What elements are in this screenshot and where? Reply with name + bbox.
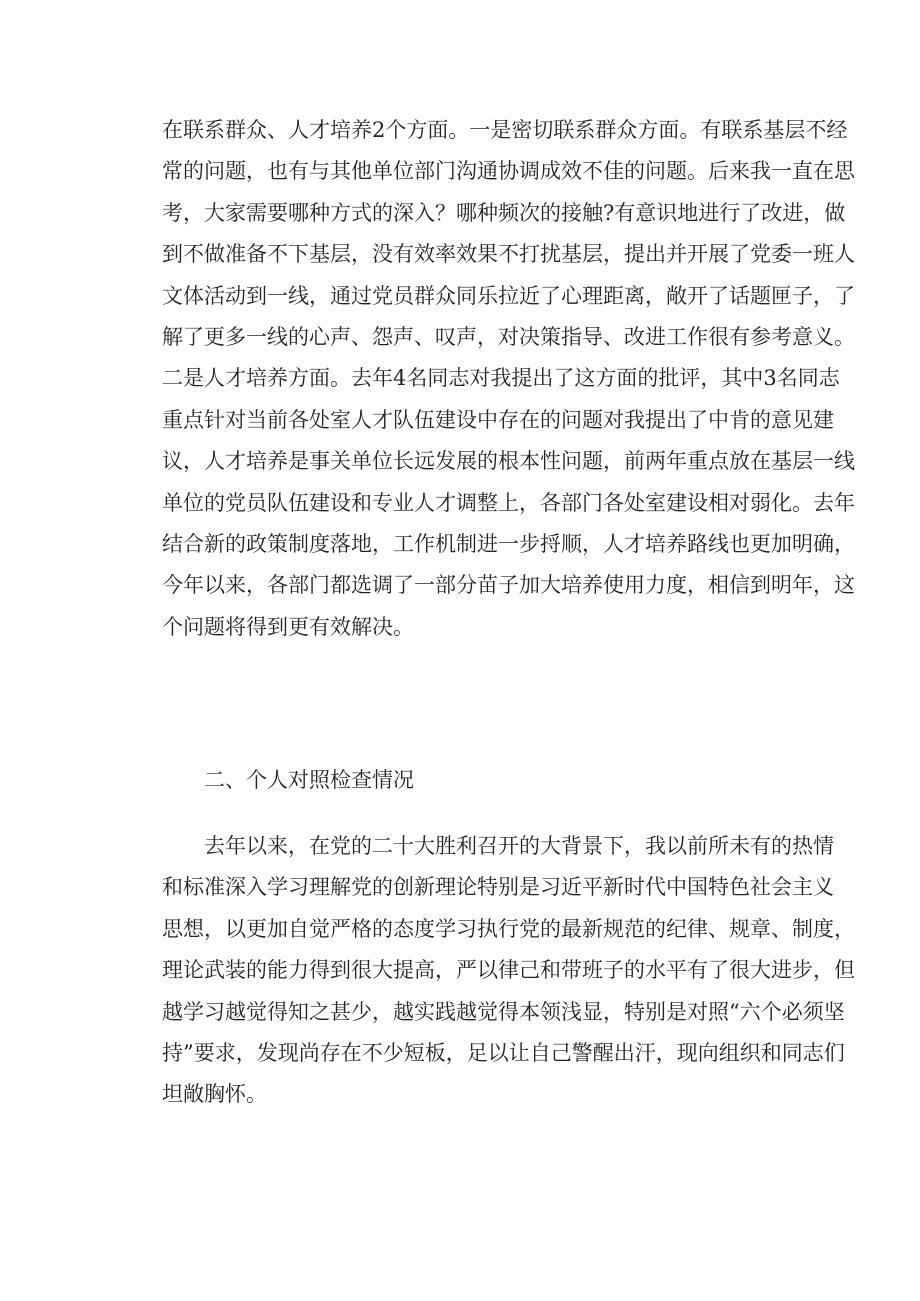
text-line: 议，人才培养是事关单位长远发展的根本性问题，前两年重点放在基层一线 — [162, 449, 855, 474]
section-heading — [204, 760, 604, 801]
paragraph-self-examination — [162, 826, 855, 1116]
text-line: 常的问题，也有与其他单位部门沟通协调成效不佳的问题。后来我一直在思 — [162, 159, 855, 184]
heading-text: 二、个人对照检查情况 — [204, 768, 414, 792]
paragraph-contact-and-talent — [162, 110, 855, 648]
text-line: 文体活动到一线，通过党员群众同乐拉近了心理距离，敞开了话题匣子，了 — [162, 283, 855, 308]
text-line: 考，大家需要哪种方式的深入？哪种频次的接触?有意识地进行了改进，做 — [162, 200, 846, 225]
text-line: 单位的党员队伍建设和专业人才调整上，各部门各处室建设相对弱化。去年 — [162, 490, 855, 515]
text-line: 今年以来，各部门都选调了一部分苗子加大培养使用力度，相信到明年，这 — [162, 573, 855, 598]
text-line: 理论武装的能力得到很大提高，严以律己和带班子的水平有了很大进步，但 — [162, 958, 855, 983]
text-line: 二是人才培养方面。去年4名同志对我提出了这方面的批评，其中3名同志 — [162, 366, 840, 391]
text-line: 在联系群众、人才培养2个方面。一是密切联系群众方面。有联系基层不经 — [162, 118, 848, 142]
text-line: 到不做准备不下基层，没有效率效果不打扰基层，提出并开展了党委一班人 — [162, 242, 855, 267]
text-line: 坦敞胸怀。 — [162, 1082, 267, 1107]
text-line: 重点针对当前各处室人才队伍建设中存在的问题对我提出了中肯的意见建 — [162, 407, 834, 432]
text-line: 持”要求，发现尚存在不少短板，足以让自己警醒出汗，现向组织和同志们 — [162, 1040, 845, 1065]
text-line: 结合新的政策制度落地，工作机制进一步捋顺，人才培养路线也更加明确， — [162, 531, 855, 556]
text-line: 去年以来，在党的二十大胜利召开的大背景下，我以前所未有的热情 — [204, 834, 834, 858]
text-line: 和标准深入学习理解党的创新理论特别是习近平新时代中国特色社会主义 — [162, 875, 834, 900]
text-line: 思想，以更加自觉严格的态度学习执行党的最新规范的纪律、规章、制度， — [162, 916, 855, 941]
text-line: 个问题将得到更有效解决。 — [162, 614, 414, 639]
text-line: 越学习越觉得知之甚少，越实践越觉得本领浅显，特别是对照“六个必须坚 — [162, 999, 845, 1024]
text-line: 解了更多一线的心声、怨声、叹声，对决策指导、改进工作很有参考意义。 — [162, 324, 855, 349]
